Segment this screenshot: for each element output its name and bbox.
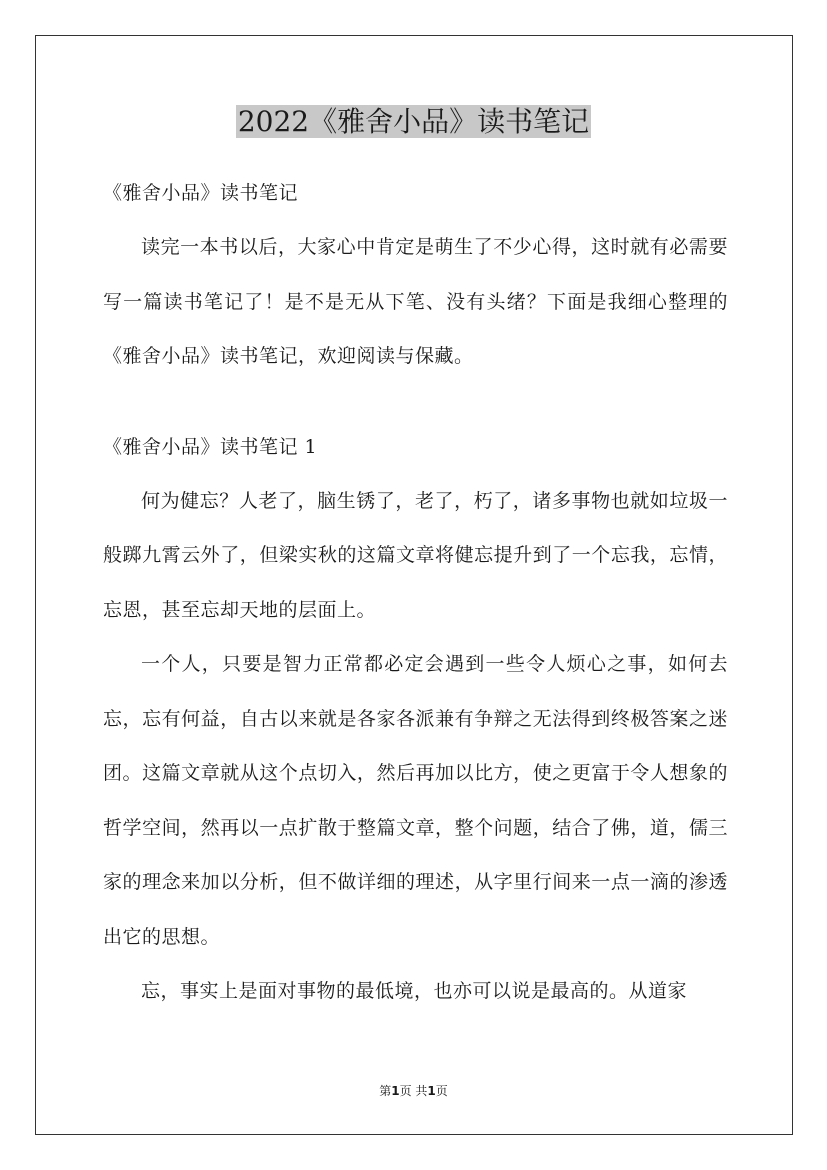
footer-page-number: 1	[391, 1084, 400, 1098]
footer-page-total: 1	[427, 1084, 436, 1098]
document-body	[103, 166, 728, 1019]
intro-paragraph: 读完一本书以后，大家心中肯定是萌生了不少心得，这时就有必需要写一篇读书笔记了！是不是无从下笔、没有头绪？下面是我细心整理的《雅舍小品》读书笔记，欢迎阅读与保藏。	[103, 236, 728, 367]
paragraph-3: 忘，事实上是面对事物的最低境，也亦可以说是最高的。从道家	[141, 980, 688, 1002]
footer-page-prefix: 第	[379, 1084, 392, 1098]
paragraph-1: 何为健忘？人老了，脑生锈了，老了，朽了，诸多事物也就如垃圾一般踯九霄云外了，但梁实秋的这篇文章将健忘提升到了一个忘我，忘情，忘恩，甚至忘却天地的层面上。	[103, 489, 728, 621]
page-footer	[0, 1082, 827, 1099]
section-heading: 《雅舍小品》读书笔记 1	[103, 435, 318, 458]
document-title-text: 2022《雅舍小品》读书笔记	[237, 105, 590, 138]
footer-page-mid: 页 共	[399, 1084, 428, 1098]
footer-page-suffix: 页	[435, 1084, 448, 1098]
paragraph-2: 一个人，只要是智力正常都必定会遇到一些令人烦心之事，如何去忘，忘有何益，自古以来就是各家各派兼有争辩之无法得到终极答案之迷团。这篇文章就从这个点切入，然后再加以比方，使之更富于令人想象的哲学空间，然再以一点扩散于整篇文章，整个问题，结合了佛，道，儒三家的理念来加以分析，但不做详细的理述，从字里行间来一点一滴的渗透出它的思想。	[103, 653, 728, 948]
subtitle: 《雅舍小品》读书笔记	[103, 182, 299, 204]
spacer	[103, 384, 728, 420]
document-title	[0, 100, 827, 144]
